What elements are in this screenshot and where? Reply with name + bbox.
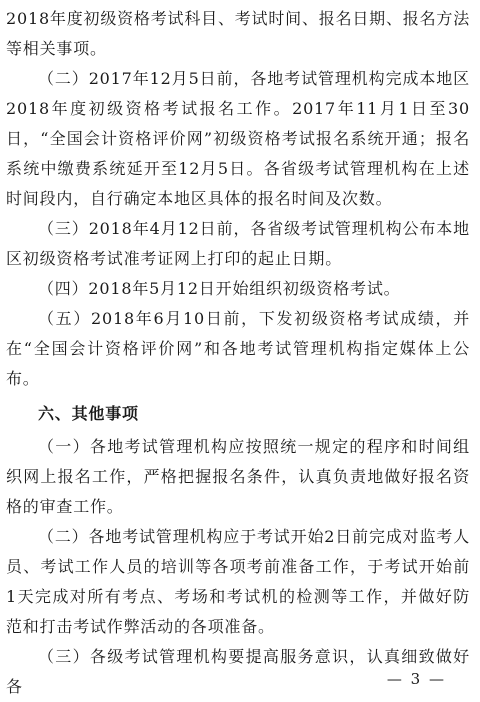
paragraph-item-4: （四）2018年5月12日开始组织初级资格考试。 <box>38 279 401 298</box>
page-number: — 3 — <box>386 670 446 688</box>
section-paragraph-3: （三）各级考试管理机构要提高服务意识，认真细致做好各 <box>6 647 470 696</box>
section-paragraph-1: （一）各地考试管理机构应按照统一规定的程序和时间组织网上报名工作，严格把握报名条件，认真负责地做好报名资格的审查工作。 <box>6 437 470 516</box>
paragraph-item-2: （二）2017年12月5日前，各地考试管理机构完成本地区2018年度初级资格考试报名工作。2017年11月1日至30日，“全国会计资格评价网”初级资格考试报名系统开通；报名系统中缴费系统延开至12月5日。各省级考试管理机构在上述时间段内，自行确定本地区具体的报名时间及次数。 <box>6 69 470 208</box>
paragraph-continuation: 2018年度初级资格考试科目、考试时间、报名日期、报名方法等相关事项。 <box>6 9 470 58</box>
paragraph-item-3: （三）2018年4月12日前，各省级考试管理机构公布本地区初级资格考试准考证网上打印的起止日期。 <box>6 219 470 268</box>
section-paragraph-2: （二）各地考试管理机构应于考试开始2日前完成对监考人员、考试工作人员的培训等各项考前准备工作，于考试开始前1天完成对所有考点、考场和考试机的检测等工作，并做好防范和打击考试作弊活动的各项准备。 <box>6 527 470 636</box>
section-heading: 六、其他事项 <box>38 404 139 423</box>
paragraph-item-5: （五）2018年6月10日前，下发初级资格考试成绩，并在“全国会计资格评价网”和各地考试管理机构指定媒体上公布。 <box>6 309 470 388</box>
